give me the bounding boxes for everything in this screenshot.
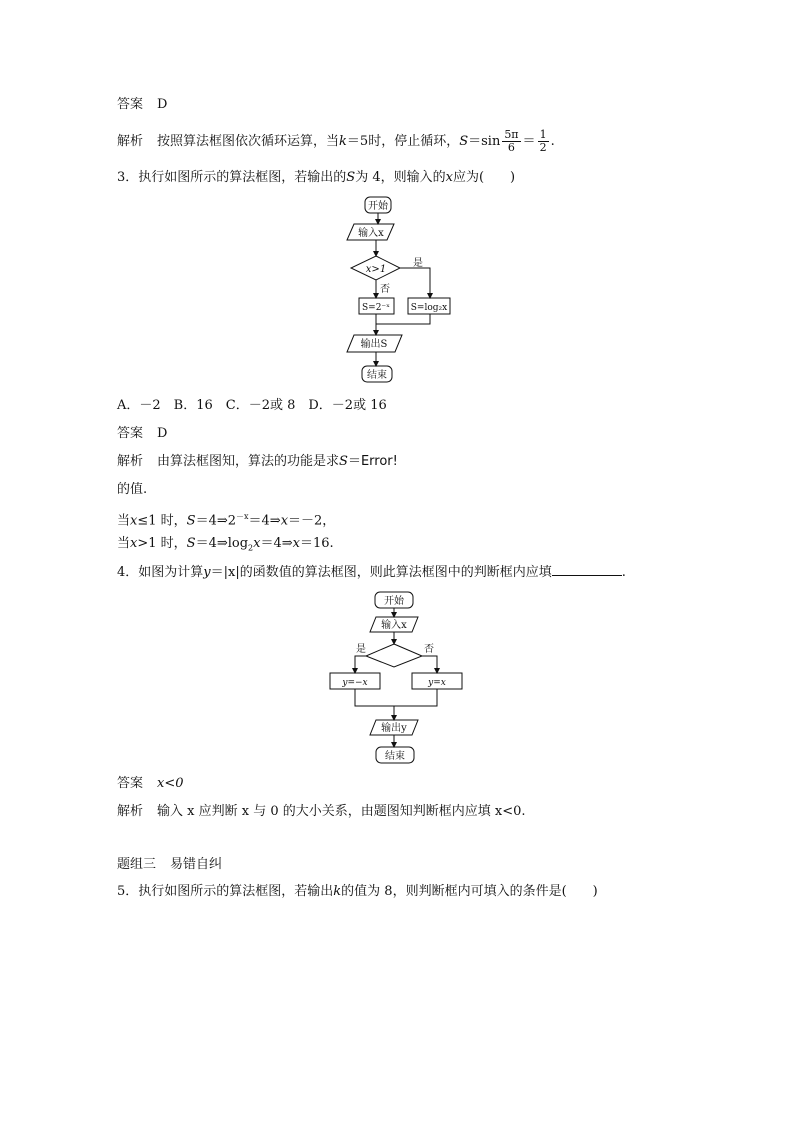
q3-analysis: 解析 由算法框图知，算法的功能是求S＝Error! (117, 454, 398, 469)
input-label: 输入x (381, 620, 407, 631)
start-label: 开始 (384, 596, 404, 607)
end-label: 结束 (385, 751, 405, 762)
end-label: 结束 (367, 370, 387, 381)
no-label: 否 (380, 284, 390, 295)
q4-stem: 4．如图为计算y＝|x|的函数值的算法框图，则此算法框图中的判断框内应填 . (117, 565, 626, 580)
end-dot: . (550, 134, 555, 149)
q4-flowchart (326, 588, 468, 766)
q4-analysis: 解析 输入 x 应判断 x 与 0 的大小关系，由题图知判断框内应填 x<0. (117, 804, 526, 819)
q3-value-line: 的值. (117, 482, 148, 497)
q2-answer (117, 96, 167, 114)
decision-diamond (366, 644, 422, 667)
analysis-label: 解析 (117, 134, 144, 149)
q5-stem: 5．执行如图所示的算法框图，若输出k的值为 8，则判断框内可填入的条件是( ) (117, 884, 598, 899)
fraction-5pi-6: $\frac{5\pi}{6}$ (504, 128, 519, 154)
no-label: 否 (424, 644, 434, 655)
right-box-label: y=x (428, 678, 446, 688)
var-k: k (339, 134, 347, 149)
q4-answer: 答案 x<0 (117, 776, 184, 791)
right-box-label: S=log₂x (410, 303, 448, 313)
q3-stem: 3．执行如图所示的算法框图，若输出的S为 4，则输入的x应为( ) (117, 170, 516, 185)
sin-text: ＝sin (468, 134, 501, 149)
answer-label: 答案 (117, 97, 144, 112)
equals: ＝ (522, 134, 536, 149)
answer-blank (552, 563, 622, 576)
left-box-label: y=−x (342, 678, 368, 688)
q3-options: A．－2 B．16 C．－2或 8 D．－2或 16 (117, 398, 387, 413)
output-label: 输出S (360, 339, 388, 350)
output-label: 输出y (381, 723, 407, 734)
analysis-eq: ＝5时，停止循环， (346, 134, 460, 149)
q3-flowchart (340, 194, 470, 390)
fraction-1-2: $\frac{1}{2}$ (539, 128, 547, 154)
q3-case1: 当x≤1 时，$S=4\Rightarrow 2^{-x}=4\Rightarrow x=-2$， (117, 512, 336, 529)
q3-answer: 答案 D (117, 426, 168, 441)
var-s: S (459, 134, 469, 149)
group3-title: 题组三 易错自纠 (117, 857, 223, 872)
analysis-text: 按照算法框图依次循环运算，当 (157, 134, 340, 149)
input-label: 输入x (358, 228, 384, 239)
answer-value: D (157, 97, 168, 112)
condition-label: x>1 (365, 264, 387, 275)
yes-label: 是 (356, 644, 366, 655)
yes-label: 是 (413, 258, 423, 269)
q2-analysis (117, 126, 555, 158)
start-label: 开始 (368, 201, 388, 212)
q3-case2: 当x>1 时，$S=4\Rightarrow\log_2x=4\Rightarrow x=16$. (117, 536, 334, 553)
left-box-label: S=2⁻ˣ (362, 303, 390, 313)
